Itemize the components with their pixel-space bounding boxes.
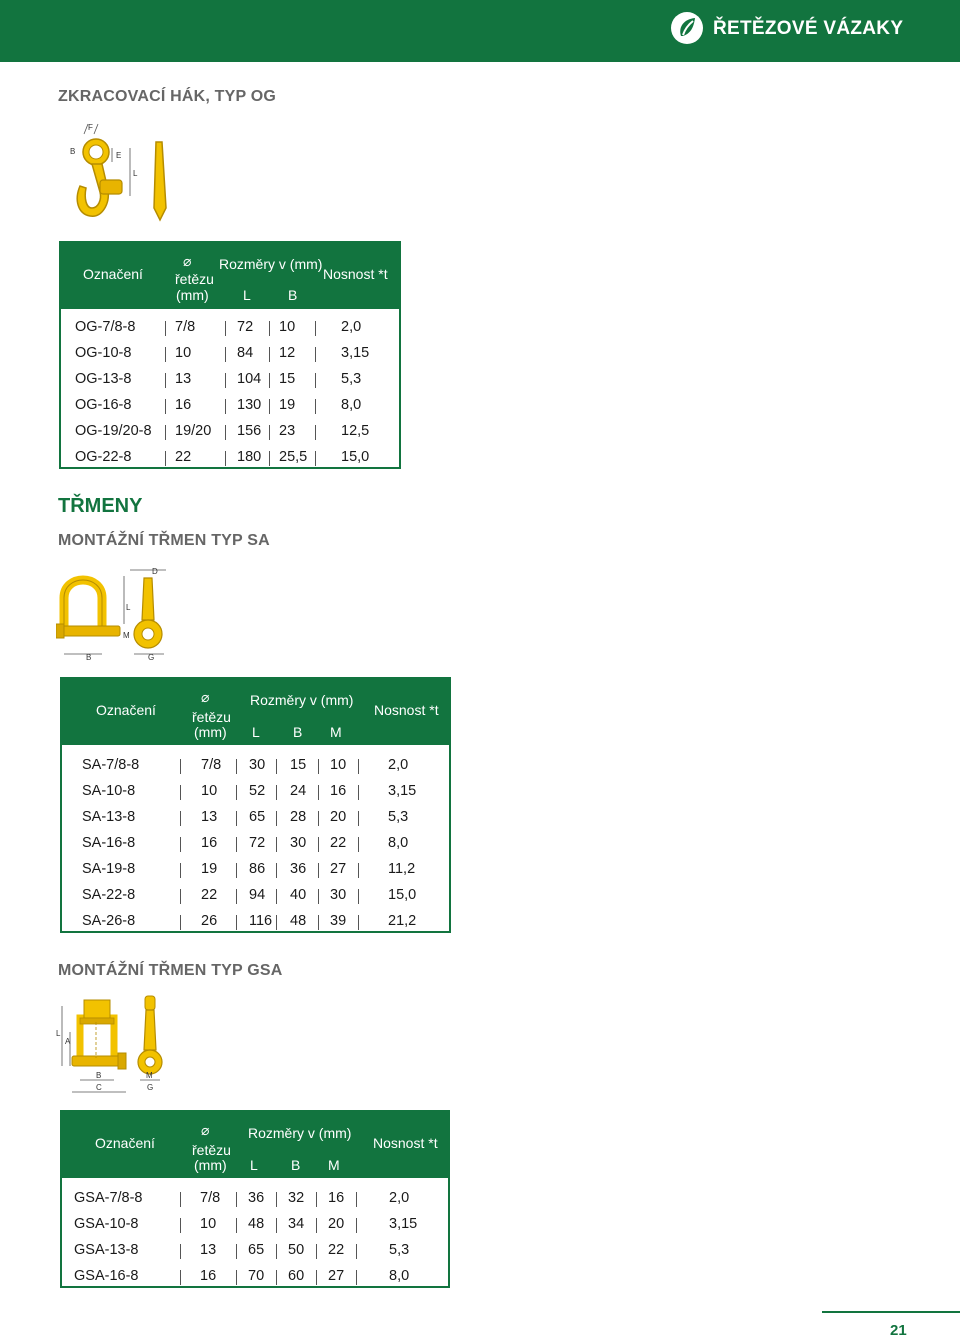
column-separator: [180, 889, 181, 904]
column-separator: [315, 451, 316, 466]
table-cell: 15: [290, 757, 307, 773]
col-l: L: [252, 724, 260, 740]
table-cell: 10: [330, 757, 347, 773]
column-separator: [180, 1218, 181, 1233]
table-cell: 2,0: [389, 1190, 410, 1206]
table-cell: 86: [249, 861, 266, 877]
table-cell: 48: [290, 913, 307, 929]
col-retezu: řetězu: [192, 1142, 231, 1158]
gsa-label-c: C: [96, 1083, 102, 1092]
table-cell: 94: [249, 887, 266, 903]
table-cell: 5,3: [388, 809, 409, 825]
sa-label-d: D: [152, 567, 158, 576]
column-separator: [236, 1244, 237, 1259]
gsa-label-a: A: [65, 1037, 71, 1046]
col-nosnost: Nosnost *t: [323, 266, 388, 282]
table-row: [61, 315, 399, 341]
column-separator: [180, 785, 181, 800]
col-m: M: [330, 724, 342, 740]
column-separator: [318, 889, 319, 904]
column-separator: [269, 373, 270, 388]
column-separator: [165, 321, 166, 336]
table-row: [62, 805, 449, 831]
table-cell: SA-7/8-8: [82, 757, 140, 773]
column-separator: [315, 373, 316, 388]
table-row: [61, 367, 399, 393]
table-cell: 25,5: [279, 449, 308, 465]
gsa-spec-table: [60, 1110, 450, 1288]
table-cell: 22: [328, 1242, 345, 1258]
column-separator: [315, 399, 316, 414]
column-separator: [316, 1218, 317, 1233]
gsa-table-header: [62, 1112, 448, 1178]
table-cell: 20: [328, 1216, 345, 1232]
column-separator: [180, 837, 181, 852]
table-cell: 60: [288, 1268, 305, 1284]
table-cell: 3,15: [389, 1216, 418, 1232]
column-separator: [269, 347, 270, 362]
table-cell: 20: [330, 809, 347, 825]
table-cell: 22: [201, 887, 218, 903]
col-rozmery: Rozměry v (mm): [248, 1125, 352, 1141]
column-separator: [225, 451, 226, 466]
column-separator: [358, 811, 359, 826]
header-title: ŘETĚZOVÉ VÁZAKY: [713, 18, 904, 39]
column-separator: [269, 399, 270, 414]
og-label-e: E: [116, 151, 122, 160]
table-cell: 23: [279, 423, 296, 439]
table-cell: GSA-10-8: [74, 1216, 139, 1232]
gsa-label-g: G: [147, 1083, 154, 1092]
column-separator: [165, 399, 166, 414]
column-separator: [225, 425, 226, 440]
col-b: B: [291, 1157, 301, 1173]
og-spec-table: [59, 241, 401, 469]
table-cell: 12: [279, 345, 296, 361]
table-cell: 52: [249, 783, 266, 799]
column-separator: [180, 811, 181, 826]
table-cell: 16: [330, 783, 347, 799]
table-cell: 11,2: [388, 861, 416, 877]
table-row: [62, 1212, 448, 1238]
diameter-icon: ⌀: [183, 253, 192, 269]
table-cell: GSA-13-8: [74, 1242, 139, 1258]
column-separator: [236, 1270, 237, 1285]
table-cell: 34: [288, 1216, 305, 1232]
table-cell: 21,2: [388, 913, 417, 929]
column-separator: [165, 451, 166, 466]
table-row: [62, 857, 449, 883]
col-rozmery: Rozměry v (mm): [250, 692, 354, 708]
column-separator: [318, 915, 319, 930]
table-cell: 2,0: [341, 319, 362, 335]
table-cell: 16: [175, 397, 192, 413]
column-separator: [165, 425, 166, 440]
column-separator: [180, 915, 181, 930]
table-cell: SA-10-8: [82, 783, 136, 799]
table-cell: 7/8: [200, 1190, 221, 1206]
og-label-b: B: [70, 147, 76, 156]
table-cell: 16: [328, 1190, 345, 1206]
table-cell: 130: [237, 397, 262, 413]
column-separator: [358, 837, 359, 852]
sa-label-b: B: [86, 653, 92, 662]
gsa-label-b: B: [96, 1071, 102, 1080]
col-retezu: řetězu: [175, 271, 214, 287]
footer-rule: [822, 1311, 960, 1313]
table-cell: 10: [201, 783, 218, 799]
column-separator: [165, 347, 166, 362]
column-separator: [225, 321, 226, 336]
table-cell: 84: [237, 345, 254, 361]
table-row: [62, 909, 449, 935]
column-separator: [180, 1270, 181, 1285]
table-cell: 39: [330, 913, 347, 929]
og-hook-diagram: [62, 120, 182, 232]
og-table-body: [61, 309, 399, 467]
table-cell: 19: [201, 861, 218, 877]
column-separator: [316, 1270, 317, 1285]
column-separator: [276, 785, 277, 800]
og-heading: ZKRACOVACÍ HÁK, TYP OG: [58, 88, 277, 105]
column-separator: [225, 373, 226, 388]
column-separator: [316, 1192, 317, 1207]
table-cell: 15: [279, 371, 296, 387]
table-cell: 36: [290, 861, 307, 877]
gsa-table-body: [62, 1178, 448, 1284]
table-cell: 65: [248, 1242, 265, 1258]
column-separator: [318, 811, 319, 826]
column-separator: [356, 1244, 357, 1259]
table-cell: OG-16-8: [75, 397, 132, 413]
page-header: [0, 0, 960, 62]
column-separator: [318, 863, 319, 878]
table-cell: 26: [201, 913, 218, 929]
table-cell: 13: [175, 371, 192, 387]
column-separator: [318, 759, 319, 774]
col-m: M: [328, 1157, 340, 1173]
sa-label-g: G: [148, 653, 155, 662]
col-mm: (mm): [194, 724, 227, 740]
table-cell: 7/8: [175, 319, 196, 335]
table-cell: OG-13-8: [75, 371, 132, 387]
table-row: [62, 831, 449, 857]
table-cell: 19: [279, 397, 296, 413]
column-separator: [318, 785, 319, 800]
table-row: [61, 419, 399, 445]
table-row: [61, 341, 399, 367]
column-separator: [180, 759, 181, 774]
col-mm: (mm): [194, 1157, 227, 1173]
column-separator: [315, 347, 316, 362]
table-cell: SA-26-8: [82, 913, 136, 929]
gsa-label-l: L: [56, 1029, 61, 1038]
column-separator: [180, 1192, 181, 1207]
column-separator: [225, 399, 226, 414]
column-separator: [356, 1218, 357, 1233]
table-cell: OG-19/20-8: [75, 423, 152, 439]
sa-label-l: L: [126, 603, 131, 612]
column-separator: [358, 915, 359, 930]
table-cell: 180: [237, 449, 262, 465]
table-cell: 16: [200, 1268, 217, 1284]
column-separator: [236, 889, 237, 904]
column-separator: [269, 321, 270, 336]
sa-table-body: [62, 745, 449, 931]
gsa-shackle-diagram: [54, 992, 174, 1096]
table-cell: 8,0: [388, 835, 409, 851]
table-cell: SA-22-8: [82, 887, 136, 903]
table-row: [62, 779, 449, 805]
column-separator: [236, 1218, 237, 1233]
table-row: [62, 1238, 448, 1264]
table-row: [61, 445, 399, 471]
table-cell: 32: [288, 1190, 305, 1206]
table-cell: 15,0: [388, 887, 417, 903]
table-cell: 30: [330, 887, 347, 903]
column-separator: [180, 863, 181, 878]
col-b: B: [293, 724, 303, 740]
column-separator: [269, 425, 270, 440]
col-nosnost: Nosnost *t: [373, 1135, 438, 1151]
table-cell: OG-10-8: [75, 345, 132, 361]
table-cell: 70: [248, 1268, 265, 1284]
table-cell: 13: [200, 1242, 217, 1258]
column-separator: [358, 863, 359, 878]
column-separator: [276, 863, 277, 878]
table-cell: 3,15: [388, 783, 417, 799]
table-cell: 27: [328, 1268, 345, 1284]
column-separator: [236, 759, 237, 774]
column-separator: [358, 785, 359, 800]
table-row: [61, 393, 399, 419]
col-mm: (mm): [176, 287, 209, 303]
column-separator: [276, 1270, 277, 1285]
column-separator: [276, 811, 277, 826]
og-label-l: L: [133, 169, 138, 178]
column-separator: [276, 1218, 277, 1233]
col-oznaceni: Označení: [95, 1135, 155, 1151]
leaf-logo-icon: [670, 11, 704, 45]
col-b: B: [288, 287, 298, 303]
column-separator: [318, 837, 319, 852]
col-l: L: [243, 287, 251, 303]
col-oznaceni: Označení: [96, 702, 156, 718]
table-cell: 7/8: [201, 757, 222, 773]
column-separator: [276, 889, 277, 904]
column-separator: [358, 759, 359, 774]
table-cell: 116: [249, 913, 273, 929]
table-cell: 8,0: [341, 397, 362, 413]
table-cell: 72: [249, 835, 266, 851]
column-separator: [276, 1244, 277, 1259]
table-cell: 30: [290, 835, 307, 851]
table-cell: OG-7/8-8: [75, 319, 136, 335]
table-cell: 19/20: [175, 423, 212, 439]
column-separator: [315, 425, 316, 440]
column-separator: [236, 811, 237, 826]
og-table-header: [61, 243, 399, 309]
table-cell: SA-19-8: [82, 861, 136, 877]
table-cell: 22: [175, 449, 192, 465]
table-cell: GSA-7/8-8: [74, 1190, 143, 1206]
table-cell: 24: [290, 783, 307, 799]
col-retezu: řetězu: [192, 709, 231, 725]
column-separator: [225, 347, 226, 362]
og-label-f: F: [88, 123, 93, 132]
table-cell: 104: [237, 371, 262, 387]
table-cell: 10: [200, 1216, 217, 1232]
column-separator: [165, 373, 166, 388]
table-cell: 3,15: [341, 345, 370, 361]
col-nosnost: Nosnost *t: [374, 702, 439, 718]
table-cell: 36: [248, 1190, 265, 1206]
sa-spec-table: [60, 677, 451, 933]
column-separator: [236, 863, 237, 878]
table-cell: SA-13-8: [82, 809, 136, 825]
sa-table-header: [62, 679, 449, 745]
column-separator: [236, 837, 237, 852]
table-cell: 27: [330, 861, 347, 877]
table-cell: 16: [201, 835, 218, 851]
column-separator: [276, 837, 277, 852]
table-cell: 12,5: [341, 423, 370, 439]
table-cell: 30: [249, 757, 266, 773]
table-cell: 2,0: [388, 757, 409, 773]
trmeny-heading: TŘMENY: [58, 495, 143, 517]
table-cell: 8,0: [389, 1268, 410, 1284]
column-separator: [236, 915, 237, 930]
table-cell: 156: [237, 423, 262, 439]
table-cell: 5,3: [389, 1242, 410, 1258]
table-cell: 15,0: [341, 449, 370, 465]
table-row: [62, 1186, 448, 1212]
col-oznaceni: Označení: [83, 266, 143, 282]
column-separator: [356, 1270, 357, 1285]
column-separator: [276, 1192, 277, 1207]
diameter-icon: ⌀: [201, 1122, 210, 1138]
table-row: [62, 753, 449, 779]
column-separator: [236, 1192, 237, 1207]
column-separator: [236, 785, 237, 800]
table-cell: 72: [237, 319, 254, 335]
table-cell: 40: [290, 887, 307, 903]
gsa-heading: MONTÁŽNÍ TŘMEN TYP GSA: [58, 962, 283, 979]
table-cell: 48: [248, 1216, 265, 1232]
column-separator: [358, 889, 359, 904]
page-number: 21: [890, 1322, 907, 1339]
col-rozmery: Rozměry v (mm): [219, 256, 323, 272]
diameter-icon: ⌀: [201, 689, 210, 705]
table-cell: 50: [288, 1242, 305, 1258]
sa-label-m: M: [123, 631, 130, 640]
table-row: [62, 883, 449, 909]
col-l: L: [250, 1157, 258, 1173]
table-cell: 22: [330, 835, 347, 851]
table-cell: 65: [249, 809, 266, 825]
table-cell: 28: [290, 809, 307, 825]
table-cell: 13: [201, 809, 218, 825]
table-row: [62, 1264, 448, 1290]
table-cell: OG-22-8: [75, 449, 132, 465]
table-cell: 10: [175, 345, 192, 361]
column-separator: [269, 451, 270, 466]
table-cell: SA-16-8: [82, 835, 136, 851]
column-separator: [356, 1192, 357, 1207]
table-cell: GSA-16-8: [74, 1268, 139, 1284]
column-separator: [180, 1244, 181, 1259]
gsa-label-m: M: [146, 1071, 153, 1080]
column-separator: [316, 1244, 317, 1259]
sa-shackle-diagram: [56, 562, 176, 664]
sa-heading: MONTÁŽNÍ TŘMEN TYP SA: [58, 532, 270, 549]
table-cell: 10: [279, 319, 296, 335]
column-separator: [276, 759, 277, 774]
column-separator: [276, 915, 277, 930]
column-separator: [315, 321, 316, 336]
table-cell: 5,3: [341, 371, 362, 387]
